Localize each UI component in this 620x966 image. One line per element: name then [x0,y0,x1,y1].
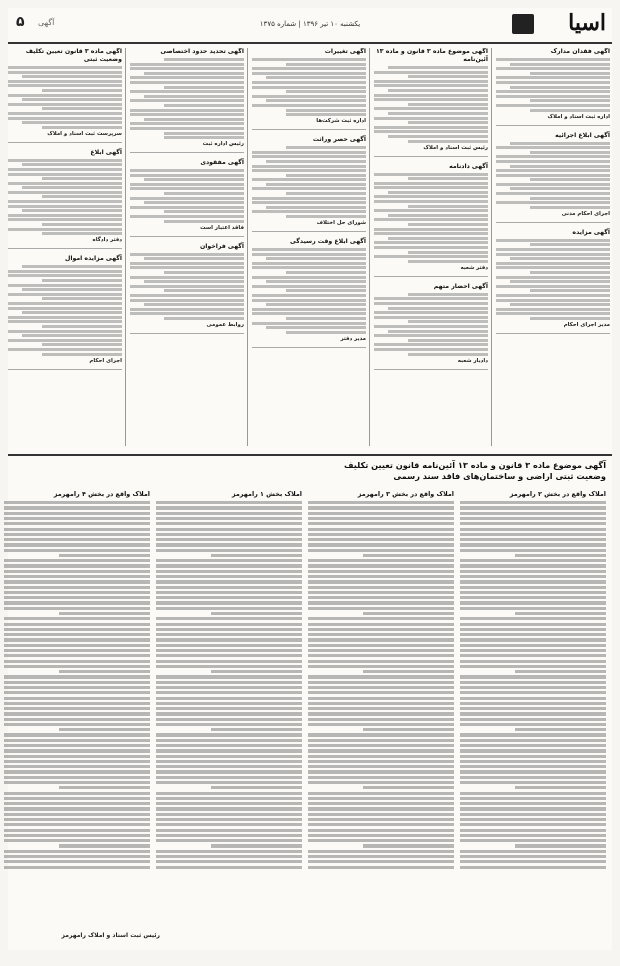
ad-notice [496,132,610,223]
ad-notice [130,48,244,153]
ad-notice [496,229,610,334]
ad-signature: رئیس اداره ثبت [202,141,244,148]
notice-section-text [4,501,150,869]
ad-body-text [130,169,244,223]
ad-notice [252,136,366,232]
ad-body-text [130,253,244,320]
ad-title: آگهی تغییرات [324,48,366,55]
big-notice [8,454,612,950]
ad-body-text [8,66,122,129]
ad-title: آگهی ابلاغ اجرائیه [555,131,610,139]
ad-notice [252,238,366,348]
ad-signature: اجرای احکام مدنی [561,210,610,217]
ad-body-text [374,66,488,143]
column [374,48,488,446]
masthead [8,8,612,44]
ad-title: آگهی موضوع ماده ۳ قانون و ماده ۱۳ آئین‌نامه [376,48,488,63]
ad-notice [252,48,366,130]
big-notice-column [460,490,606,944]
column [130,48,244,446]
ad-signature: اداره ثبت شرکت‌ها [316,118,366,125]
ad-title: آگهی مزایده [572,228,610,236]
column-divider [369,48,370,446]
notice-section-heading: املاک واقع در بخش ۳ رامهرمز [357,490,454,498]
notice-section [4,490,150,869]
ad-body-text [496,58,610,112]
notice-section-text [156,501,302,869]
ad-body-text [130,58,244,139]
issue-line: یکشنبه ۱۰ تیر ۱۳۹۶ | شماره ۱۳۷۵ [259,20,361,28]
column-divider [125,48,126,446]
page-number: ۵ [16,14,25,30]
notice-section-text [460,501,606,869]
ad-title: آگهی حصر وراثت [312,136,366,144]
ad-title: آگهی احضار متهم [433,282,488,290]
ad-signature: فاقد اعتبار است [200,224,244,231]
notice-section [156,490,302,869]
ad-body-text [496,142,610,209]
column [496,48,610,446]
ad-title: آگهی فقدان مدارک [550,48,610,55]
ad-notice [8,255,122,369]
notice-section [308,490,454,869]
ad-title: آگهی دادنامه [449,162,488,170]
ad-signature: رئیس ثبت اسناد و املاک [423,144,488,151]
ads-columns [8,48,612,446]
ad-notice [374,48,488,157]
notice-section-text [308,501,454,869]
ad-body-text [374,173,488,263]
column [252,48,366,446]
ad-signature: روابط عمومی [206,321,244,328]
big-notice-columns [14,490,606,944]
newspaper-page [8,8,612,950]
ad-notice [374,163,488,277]
ad-title: آگهی مزایده اموال [64,255,122,263]
page-label: آگهی [38,18,55,27]
ad-notice [8,48,122,143]
notice-section [460,490,606,869]
big-notice-column [4,490,150,920]
notice-section-heading: املاک بخش ۱ رامهرمز [231,490,302,498]
ad-body-text [496,239,610,320]
ad-body-text [252,146,366,218]
ad-title: آگهی ابلاغ [90,148,122,156]
ad-title: آگهی ابلاغ وقت رسیدگی [290,238,366,246]
notice-section-heading: املاک واقع در بخش ۴ رامهرمز [53,490,150,498]
ad-signature: دفتر شعبه [460,264,488,271]
ad-title: آگهی تحدید حدود اختصاصی [160,48,244,55]
big-notice-title: آگهی موضوع ماده ۳ قانون و ماده ۱۳ آئین‌نامه قانون تعیین تکلیف وضعیت ثبتی اراضی و ساختمان‌های فاقد سند رسمی [344,460,606,481]
ad-signature: دفتر دادگاه [92,237,122,244]
ad-notice [130,159,244,237]
ad-body-text [252,58,366,116]
ad-signature: سرپرست ثبت اسناد و املاک [47,130,122,137]
ad-signature: مدیر اجرای احکام [563,321,610,328]
ad-signature: شورای حل اختلاف [316,220,366,227]
ad-body-text [252,248,366,334]
big-notice-column [156,490,302,944]
ad-title: آگهی فراخوان [200,242,244,250]
ad-body-text [8,159,122,236]
ad-title: آگهی ماده ۳ قانون تعیین تکلیف وضعیت ثبتی [25,48,122,63]
ad-notice [374,283,488,370]
ad-body-text [8,265,122,355]
column-divider [491,48,492,446]
newspaper-logo: اسیا [568,10,606,36]
column-divider [247,48,248,446]
column [8,48,122,446]
big-notice-column [308,490,454,944]
notice-section-heading: املاک واقع در بخش ۲ رامهرمز [509,490,606,498]
ad-body-text [374,293,488,356]
ad-notice [8,149,122,250]
ad-signature: دادیار شعبه [457,357,488,364]
ad-signature: اجرای احکام [89,357,122,364]
ad-title: آگهی مفقودی [200,159,244,167]
big-notice-signature: رئیس ثبت اسناد و املاک رامهرمز [61,932,160,939]
ad-signature: اداره ثبت اسناد و املاک [547,113,610,120]
ad-notice [130,243,244,334]
ad-signature: مدیر دفتر [340,335,366,342]
ad-notice [496,48,610,126]
